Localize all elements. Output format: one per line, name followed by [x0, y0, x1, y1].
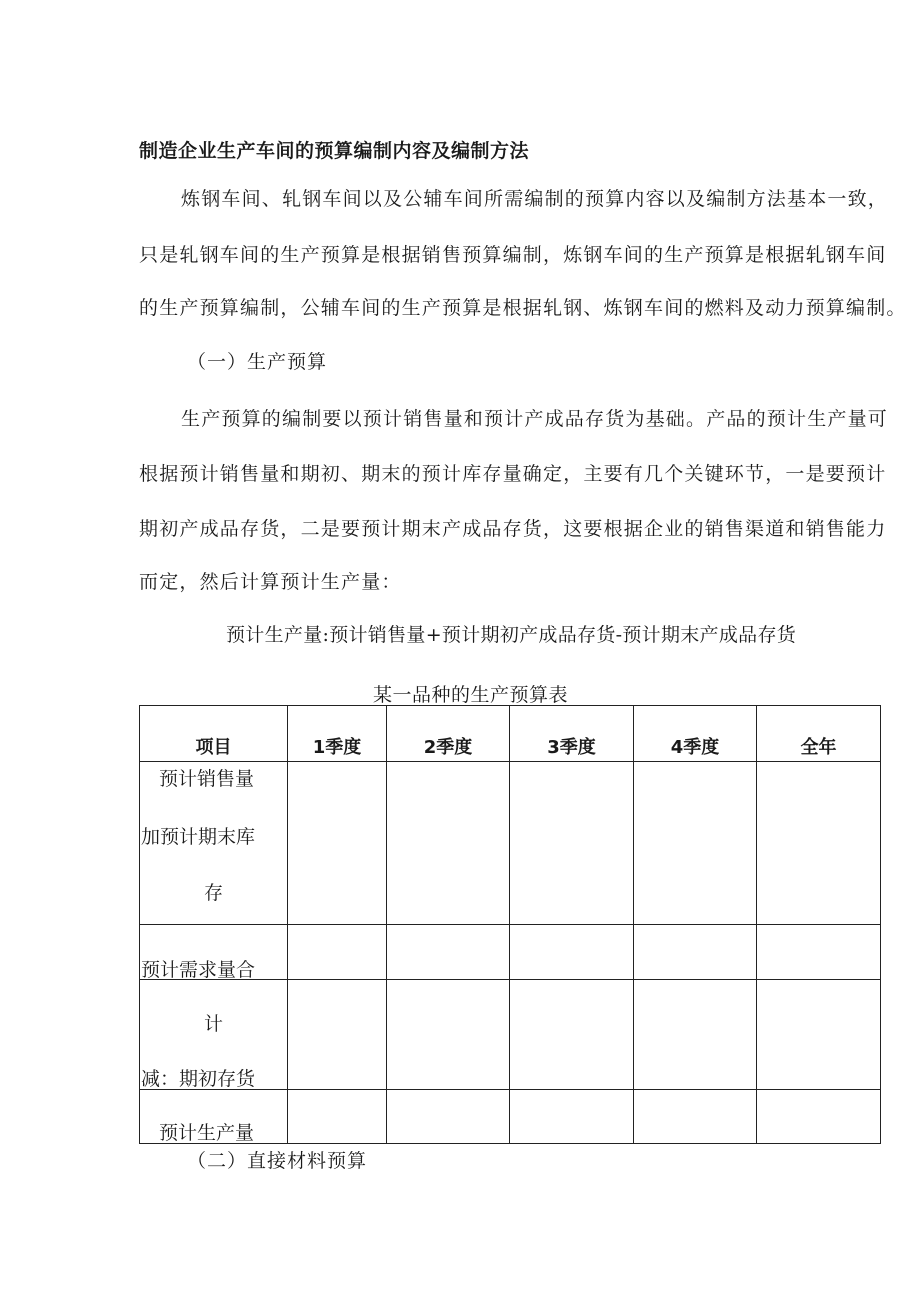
row-label-text: 减：期初存货: [141, 1068, 256, 1090]
row-label-cell: [140, 925, 288, 980]
table-cell: [634, 1090, 757, 1144]
row-label-cell: [140, 762, 288, 925]
table-cell: [288, 925, 387, 980]
paragraph-1-line-3: 的生产预算编制，公辅车间的生产预算是根据轧钢、炼钢车间的燃料及动力预算编制。: [139, 297, 907, 319]
table-cell: [634, 925, 757, 980]
paragraph-2-line-1: 生产预算的编制要以预计销售量和预计产成品存货为基础。产品的预计生产量可: [181, 408, 889, 430]
table-cell: [288, 762, 387, 925]
table-cell: [288, 980, 387, 1090]
row-label-text: 存: [204, 882, 224, 904]
table-cell: [757, 980, 881, 1090]
header-item: 项目: [140, 706, 288, 762]
row-label-text: 预计生产量: [159, 1122, 255, 1144]
production-budget-table: [139, 705, 881, 1144]
section-heading-production-budget: （一）生产预算: [187, 351, 328, 373]
table-row: [140, 762, 881, 925]
table-cell: [387, 762, 510, 925]
table-cell: [288, 1090, 387, 1144]
table-row: [140, 980, 881, 1090]
table-cell: [510, 762, 634, 925]
row-label-text: 预计需求量合: [141, 959, 256, 981]
table-cell: [634, 762, 757, 925]
row-label-text: 计: [204, 1013, 224, 1035]
row-label-cell: [140, 1090, 288, 1144]
table-cell: [757, 925, 881, 980]
paragraph-1-line-2: 只是轧钢车间的生产预算是根据销售预算编制，炼钢车间的生产预算是根据轧钢车间: [139, 244, 887, 266]
row-label-text: 预计销售量: [159, 768, 255, 790]
header-q3: 3季度: [510, 706, 634, 762]
table-row: [140, 925, 881, 980]
table-cell: [510, 925, 634, 980]
table-cell: [387, 1090, 510, 1144]
paragraph-2-line-4: 而定，然后计算预计生产量：: [139, 571, 402, 593]
row-label-text: 加预计期末库: [141, 826, 256, 848]
table-caption: 某一品种的生产预算表: [373, 684, 569, 706]
table-cell: [510, 1090, 634, 1144]
section-heading-direct-materials-budget: （二）直接材料预算: [187, 1150, 368, 1172]
paragraph-2-line-2: 根据预计销售量和期初、期末的预计库存量确定，主要有几个关键环节，一是要预计: [139, 463, 887, 485]
formula: 预计生产量:预计销售量+预计期初产成品存货-预计期末产成品存货: [226, 624, 797, 646]
table-cell: [387, 925, 510, 980]
table-cell: [510, 980, 634, 1090]
header-full-year: 全年: [757, 706, 881, 762]
header-q1: 1季度: [288, 706, 387, 762]
row-label-cell: [140, 980, 288, 1090]
table-cell: [387, 980, 510, 1090]
paragraph-2-line-3: 期初产成品存货，二是要预计期末产成品存货，这要根据企业的销售渠道和销售能力: [139, 518, 887, 540]
header-q4: 4季度: [634, 706, 757, 762]
table-cell: [634, 980, 757, 1090]
table-header-row: [140, 706, 881, 762]
table-row: [140, 1090, 881, 1144]
table-cell: [757, 762, 881, 925]
table-cell: [757, 1090, 881, 1144]
paragraph-1-line-1: 炼钢车间、轧钢车间以及公辅车间所需编制的预算内容以及编制方法基本一致，: [181, 188, 889, 210]
document-title: 制造企业生产车间的预算编制内容及编制方法: [139, 140, 530, 162]
header-q2: 2季度: [387, 706, 510, 762]
